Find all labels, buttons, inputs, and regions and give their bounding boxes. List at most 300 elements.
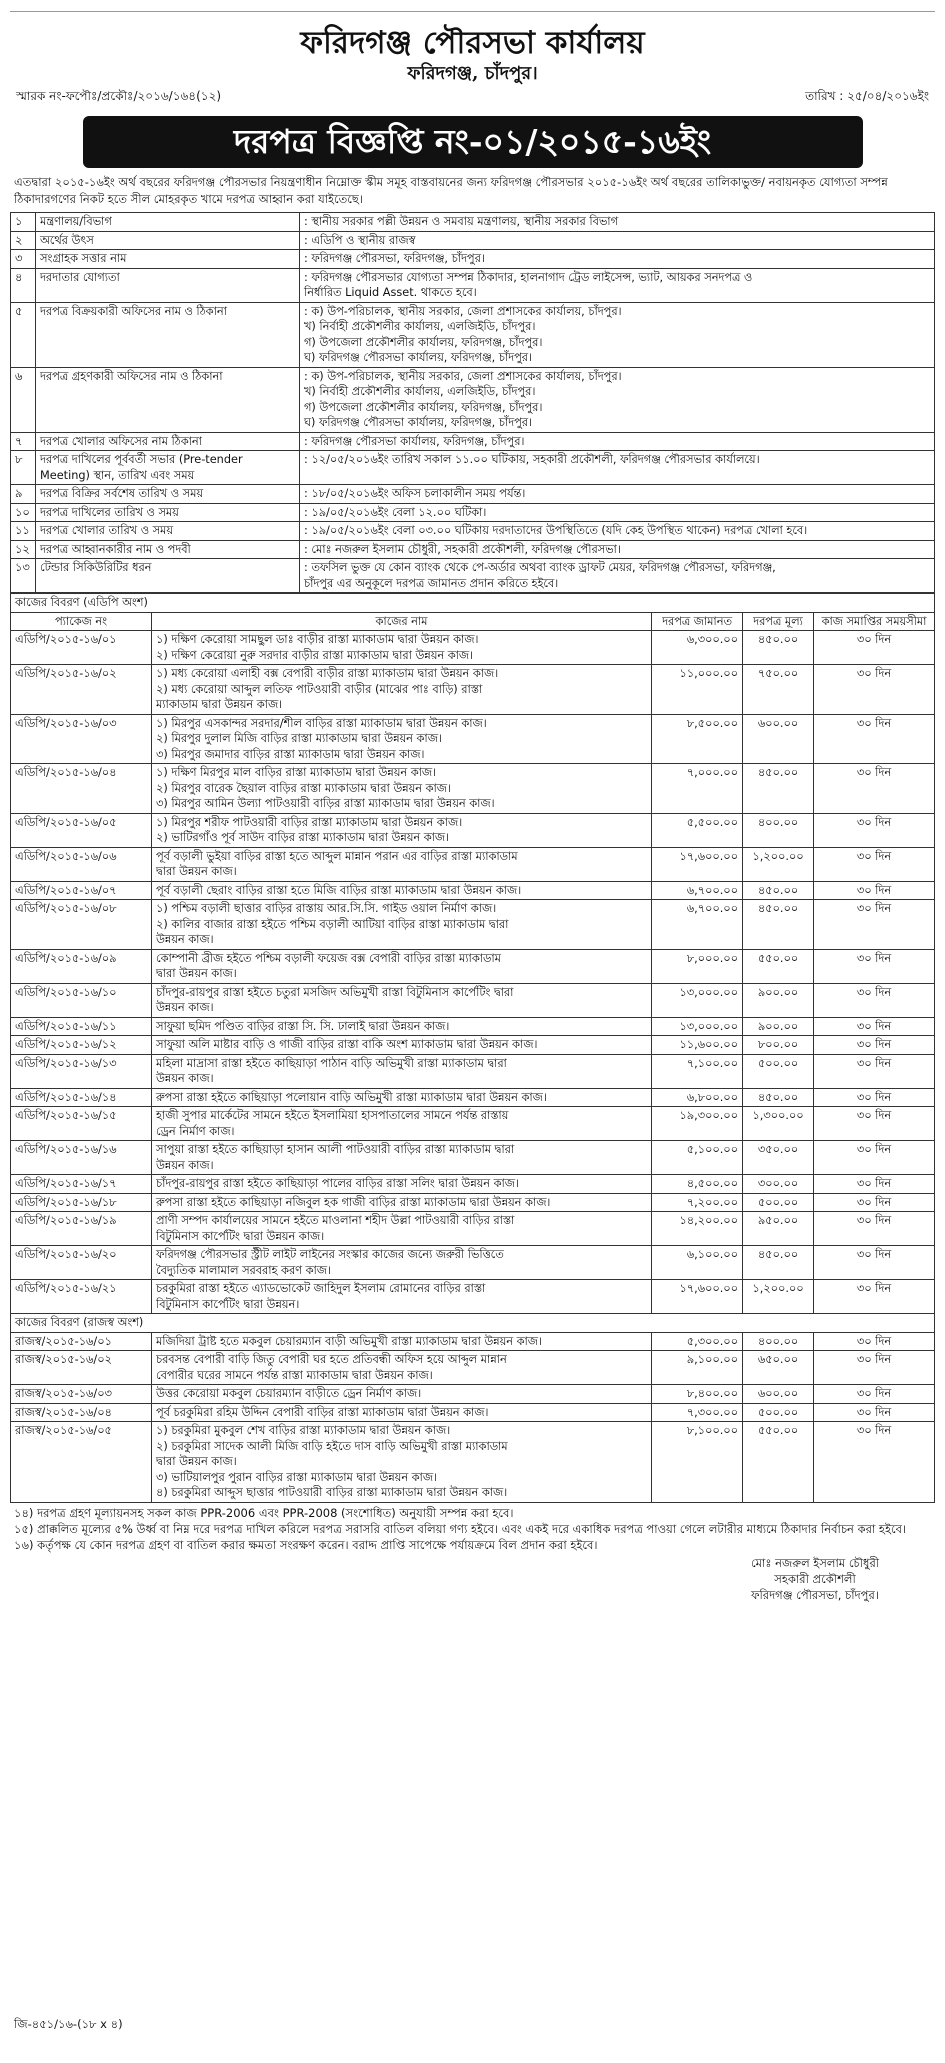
info-value-line: : ফরিদগঞ্জ পৌরসভা, ফরিদগঞ্জ, চাঁদপুর। <box>304 252 485 265</box>
completion-time: ৩০ দিন <box>814 1088 935 1107</box>
tender-security: ৭,২০০.০০ <box>652 1193 743 1212</box>
tender-price: ১,২০০.০০ <box>743 847 814 881</box>
info-number: ৭ <box>11 432 36 451</box>
info-value <box>300 503 935 522</box>
package-number: এডিপি/২০১৫-১৬/০১ <box>11 631 152 665</box>
work-name-line: দ্বারা উন্নয়ন কাজ। <box>156 865 237 878</box>
work-name-line: দ্বারা উন্নয়ন কাজ। <box>156 1455 237 1468</box>
work-row <box>11 631 935 665</box>
work-name-line: ২) কালির বাজার রাস্তা হইতে পশ্চিম বড়ালী আটিয়া বাড়ির রাস্তা ম্যাকাডাম দ্বারা <box>156 917 509 931</box>
work-name-line: ৪) চরকুমিরা আব্দুস ছাত্তার পাটওয়ারী বাড়ির রাস্তা ম্যাকাডাম দ্বারা উন্নয়ন কাজ। <box>156 1486 508 1499</box>
tender-security: ৪,৫০০.০০ <box>652 1175 743 1194</box>
work-name <box>152 714 652 764</box>
info-value <box>300 432 935 451</box>
info-value-line: গ) উপজেলা প্রকৌশলীর কার্যালয়, ফরিদগঞ্জ, চাঁদপুর। <box>304 335 543 349</box>
work-name <box>152 1280 652 1314</box>
work-name-line: চাঁদপুর-রায়পুর রাস্তা হইতে চতুরা মসজিদ অভিমুখী রাস্তা বিটুমিনাস কার্পেটিং দ্বারা <box>156 985 514 999</box>
tender-security: ৭,১০০.০০ <box>652 1054 743 1088</box>
tender-price: ৫৫০.০০ <box>743 1422 814 1503</box>
completion-time: ৩০ দিন <box>814 1403 935 1422</box>
info-value-line: : ফরিদগঞ্জ পৌরসভা কার্যালয়, ফরিদগঞ্জ, চাঁদপুর। <box>304 434 525 448</box>
col-duration: কাজ সমাপ্তির সময়সীমা <box>814 612 935 631</box>
work-name-line: পূর্ব চরকুমিরা রহিম উদ্দিন বেপারী বাড়ির রাস্তা ম্যাকাডাম দ্বারা উন্নয়ন কাজ। <box>156 1405 489 1419</box>
work-name <box>152 813 652 847</box>
package-number: এডিপি/২০১৫-১৬/১১ <box>11 1017 152 1036</box>
work-name-line: প্রাণী সম্পদ কার্যালয়ের সামনে হইতে মাওলানা শহীদ উল্লা পাটওয়ারী বাড়ির রাস্তা <box>156 1214 515 1227</box>
package-number: এডিপি/২০১৫-১৬/১৬ <box>11 1141 152 1175</box>
info-label: দরপত্র দাখিলের তারিখ ও সময় <box>36 503 300 522</box>
completion-time: ৩০ দিন <box>814 1107 935 1141</box>
work-name-line: উন্নয়ন কাজ। <box>156 1158 214 1172</box>
info-value <box>300 231 935 250</box>
info-label: টেন্ডার সিকিউরিটির ধরন <box>36 559 300 593</box>
work-name-line: ২) দক্ষিণ কেরোয়া নুরু সরদার বাড়ীর রাস্তা ম্যাকাডাম দ্বারা উন্নয়ন কাজ। <box>156 648 474 662</box>
work-row <box>11 1332 935 1351</box>
tender-security: ৬,৭০০.০০ <box>652 881 743 900</box>
completion-time: ৩০ দিন <box>814 949 935 983</box>
info-value-line: : ফরিদগঞ্জ পৌরসভার যোগ্যতা সম্পন্ন ঠিকাদার, হালনাগাদ ট্রেড লাইসেন্স, ভ্যাট, আয়কর সনদপত্র ও <box>304 270 753 284</box>
tender-price: ৪০০.০০ <box>743 1332 814 1351</box>
revenue-section-title: কাজের বিবরণ (রাজস্ব অংশ) <box>11 1314 935 1333</box>
col-price: দরপত্র মূল্য <box>743 612 814 631</box>
tender-info-table <box>10 212 935 593</box>
tender-price: ৫০০.০০ <box>743 1403 814 1422</box>
tender-price: ৯০০.০০ <box>743 1017 814 1036</box>
memo-number: স্মারক নং-ফপৌঃ/প্রকৌঃ/২০১৬/১৬৪(১২) <box>16 89 222 103</box>
tender-security: ৯,১০০.০০ <box>652 1351 743 1385</box>
info-number: ১১ <box>11 522 36 541</box>
tender-price: ১,৩০০.০০ <box>743 1107 814 1141</box>
work-name-line: সাপুয়া রাস্তা হইতে কাছিয়াড়া হাসান আলী পাটওয়ারী বাড়ির রাস্তা ম্যাকাডাম দ্বারা <box>156 1143 515 1156</box>
completion-time: ৩০ দিন <box>814 1017 935 1036</box>
office-subtitle: ফরিদগঞ্জ, চাঁদপুর। <box>407 63 538 84</box>
info-value-line: ঘ) ফরিদগঞ্জ পৌরসভা কার্যালয়, ফরিদগঞ্জ, চাঁদপুর। <box>304 351 533 364</box>
package-number: এডিপি/২০১৫-১৬/০৮ <box>11 900 152 950</box>
col-security: দরপত্র জামানত <box>652 612 743 631</box>
completion-time: ৩০ দিন <box>814 900 935 950</box>
completion-time: ৩০ দিন <box>814 1351 935 1385</box>
work-row <box>11 665 935 715</box>
info-value-line: খ) নির্বাহী প্রকৌশলীর কার্যালয়, এলজিইডি, চাঁদপুর। <box>304 320 536 333</box>
tender-security: ৭,০০০.০০ <box>652 764 743 814</box>
package-number: এডিপি/২০১৫-১৬/০৫ <box>11 813 152 847</box>
work-name-line: বৈদ্যুতিক মালামাল সরবরাহ করণ কাজ। <box>156 1263 331 1277</box>
work-name <box>152 983 652 1017</box>
work-name-line: ২) মিরপুর বারেক ছৈয়াল বাড়ির রাস্তা ম্যাকাডাম দ্বারা উন্নয়ন কাজ। <box>156 781 451 795</box>
work-name-line: মহিলা মাদ্রাসা রাস্তা হইতে কাছিয়াড়া পাঠান বাড়ি অভিমুখী রাস্তা ম্যাকাডাম দ্বারা <box>156 1056 507 1070</box>
work-name-line: ১) দক্ষিণ কেরোয়া সামছুল ডাঃ বাড়ীর রাস্তা ম্যাকাডাম দ্বারা উন্নয়ন কাজ। <box>156 633 479 646</box>
info-value-line: : ১৮/০৫/২০১৬ইং অফিস চলাকালীন সময় পর্যন্ত। <box>304 487 526 500</box>
info-number: ৬ <box>11 367 36 432</box>
package-number: এডিপি/২০১৫-১৬/১৪ <box>11 1088 152 1107</box>
notice-banner: দরপত্র বিজ্ঞপ্তি নং-০১/২০১৫-১৬ইং <box>83 116 863 168</box>
work-name-line: ২) মিরপুর দুলাল মিজি বাড়ির রাস্তা ম্যাকাডাম দ্বারা উন্নয়ন কাজ। <box>156 732 442 745</box>
footnote: ১৫) প্রাক্কলিত মূল্যের ৫% উর্ধ্ব বা নিম্ন দরে দরপত্র দাখিল করিলে দরপত্র সরাসরি বাতিল বলিয়া গণ্য হইবে। এবং একই দরে একাধিক দরপত্র পাওয়া গেলে লটারীর মাধ্যমে ঠিকাদার নির্বাচন করা হইবে। <box>14 1521 907 1536</box>
package-number: এডিপি/২০১৫-১৬/১০ <box>11 983 152 1017</box>
tender-price: ৬০০.০০ <box>743 1385 814 1404</box>
tender-notice-page <box>10 5 935 2053</box>
package-number: এডিপি/২০১৫-১৬/০৯ <box>11 949 152 983</box>
package-number: রাজস্ব/২০১৫-১৬/০৪ <box>11 1403 152 1422</box>
work-name <box>152 665 652 715</box>
info-label: অর্থের উৎস <box>36 231 300 250</box>
work-name <box>152 881 652 900</box>
work-name-line: দ্বারা উন্নয়ন কাজ। <box>156 967 237 980</box>
package-number: রাজস্ব/২০১৫-১৬/০২ <box>11 1351 152 1385</box>
top-cut-edge <box>10 5 935 12</box>
print-code: জি-৪৫১/১৬-(১৮ x ৪) <box>14 2017 123 2031</box>
tender-price: ৪৫০.০০ <box>743 1088 814 1107</box>
info-row <box>11 485 935 504</box>
work-name-line: চরকুমিরা রাস্তা হইতে এ্যাডভোকেট জাহিদুল ইসলাম রোমানের বাড়ির রাস্তা <box>156 1282 486 1295</box>
package-number: এডিপি/২০১৫-১৬/০৩ <box>11 714 152 764</box>
tender-security: ১১,৬০০.০০ <box>652 1036 743 1055</box>
work-row <box>11 1175 935 1194</box>
signatory-office: ফরিদগঞ্জ পৌরসভা, চাঁদপুর। <box>751 1587 879 1602</box>
adp-section-row <box>11 594 935 613</box>
info-number: ২ <box>11 231 36 250</box>
tender-security: ৮,৫০০.০০ <box>652 714 743 764</box>
work-name-line: উত্তর কেরোয়া মকবুল চেয়ারম্যান বাড়ীতে ড্রেন নির্মাণ কাজ। <box>156 1387 422 1400</box>
work-name <box>152 1054 652 1088</box>
work-row <box>11 900 935 950</box>
info-row <box>11 432 935 451</box>
info-value <box>300 213 935 232</box>
signature-block <box>10 1555 935 1603</box>
work-name-line: সাফুয়া ছমিদ পণ্ডিত বাড়ির রাস্তা সি. সি. ঢালাই দ্বারা উন্নয়ন কাজ। <box>156 1019 450 1033</box>
info-value <box>300 522 935 541</box>
work-name-line: উন্নয়ন কাজ। <box>156 933 214 946</box>
tender-security: ৬,৩০০.০০ <box>652 631 743 665</box>
info-value <box>300 559 935 593</box>
work-row <box>11 1141 935 1175</box>
work-table <box>10 593 935 1503</box>
tender-security: ৬,১০০.০০ <box>652 1246 743 1280</box>
tender-price: ৪৫০.০০ <box>743 631 814 665</box>
info-value-line: নির্ধারিত Liquid Asset. থাকতে হবে। <box>304 286 477 299</box>
completion-time: ৩০ দিন <box>814 1036 935 1055</box>
adp-section-title: কাজের বিবরণ (এডিপি অংশ) <box>11 594 935 613</box>
info-value <box>300 451 935 485</box>
work-name-line: রুপসা রাস্তা হইতে কাছিয়াড়া নজিবুল হক গাজী বাড়ির রাস্তা ম্যাকাডাম দ্বারা উন্নয়ন কাজ। <box>156 1195 551 1209</box>
info-row <box>11 522 935 541</box>
tender-price: ৫০০.০০ <box>743 1193 814 1212</box>
work-row <box>11 881 935 900</box>
package-number: রাজস্ব/২০১৫-১৬/০৩ <box>11 1385 152 1404</box>
work-name <box>152 1246 652 1280</box>
completion-time: ৩০ দিন <box>814 1246 935 1280</box>
footnote: ১৪) দরপত্র গ্রহণ মূল্যায়নসহ সকল কাজ PPR-2006 এবং PPR-2008 (সংশোধিত) অনুযায়ী সম্পন্ন করা হবে। <box>14 1505 514 1520</box>
info-row <box>11 503 935 522</box>
completion-time: ৩০ দিন <box>814 714 935 764</box>
info-number: ১২ <box>11 540 36 559</box>
info-label: দরদাতার যোগ্যতা <box>36 268 300 302</box>
work-name <box>152 1193 652 1212</box>
work-row <box>11 1351 935 1385</box>
tender-price: ৫০০.০০ <box>743 1054 814 1088</box>
info-number: ৪ <box>11 268 36 302</box>
info-value <box>300 485 935 504</box>
info-number: ৫ <box>11 302 36 367</box>
revenue-section-row <box>11 1314 935 1333</box>
info-value-line: : স্থানীয় সরকার পল্লী উন্নয়ন ও সমবায় মন্ত্রণালয়, স্থানীয় সরকার বিভাগ <box>304 215 618 228</box>
work-name-line: ৩) মিরপুর জমাদার বাড়ির রাস্তা ম্যাকাডাম দ্বারা উন্নয়ন কাজ। <box>156 747 425 761</box>
work-row <box>11 1403 935 1422</box>
info-label: দরপত্র খোলার অফিসের নাম ঠিকানা <box>36 432 300 451</box>
work-name <box>152 1422 652 1503</box>
footnote: ১৬) কর্তৃপক্ষ যে কোন দরপত্র গ্রহণ বা বাতিল করার ক্ষমতা সংরক্ষণ করেন। বরাদ্দ প্রাপ্তি সাপেক্ষে পর্যায়ক্রমে বিল প্রদান করা হইবে। <box>14 1537 598 1552</box>
work-name-line: ২) চরকুমিরা সাদেক আলী মিজি বাড়ি হইতে দাস বাড়ি অভিমুখী রাস্তা ম্যাকাডাম <box>156 1439 508 1453</box>
tender-price: ৪৫০.০০ <box>743 764 814 814</box>
work-name <box>152 1385 652 1404</box>
package-number: এডিপি/২০১৫-১৬/১৯ <box>11 1212 152 1246</box>
work-row <box>11 1107 935 1141</box>
completion-time: ৩০ দিন <box>814 1141 935 1175</box>
info-row <box>11 231 935 250</box>
work-name-line: উন্নয়ন কাজ। <box>156 1001 214 1014</box>
work-row <box>11 1088 935 1107</box>
package-number: এডিপি/২০১৫-১৬/০৪ <box>11 764 152 814</box>
package-number: এডিপি/২০১৫-১৬/২১ <box>11 1280 152 1314</box>
tender-price: ৬০০.০০ <box>743 714 814 764</box>
info-number: ১৩ <box>11 559 36 593</box>
work-name-line: পূর্ব বড়ালী ছেরাং বাড়ির রাস্তা হতে মিজি বাড়ির রাস্তা ম্যাকাডাম দ্বারা উন্নয়ন কাজ। <box>156 883 522 897</box>
tender-security: ৮,১০০.০০ <box>652 1422 743 1503</box>
work-name <box>152 1036 652 1055</box>
work-name-line: ১) মধ্য কেরোয়া এলাহী বক্স বেপারী বাড়ীর রাস্তা ম্যাকাডাম দ্বারা উন্নয়ন কাজ। <box>156 667 499 680</box>
office-title: ফরিদগঞ্জ পৌরসভা কার্যালয় <box>300 25 645 61</box>
work-row <box>11 1054 935 1088</box>
package-number: এডিপি/২০১৫-১৬/০৭ <box>11 881 152 900</box>
info-label: দরপত্র গ্রহণকারী অফিসের নাম ও ঠিকানা <box>36 367 300 432</box>
info-value <box>300 250 935 269</box>
completion-time: ৩০ দিন <box>814 631 935 665</box>
package-number: এডিপি/২০১৫-১৬/১৮ <box>11 1193 152 1212</box>
info-number: ৮ <box>11 451 36 485</box>
tender-security: ১৩,০০০.০০ <box>652 1017 743 1036</box>
work-row <box>11 1212 935 1246</box>
completion-time: ৩০ দিন <box>814 983 935 1017</box>
tender-security: ১৩,০০০.০০ <box>652 983 743 1017</box>
signatory-title: সহকারী প্রকৌশলী <box>774 1571 856 1586</box>
info-value <box>300 302 935 367</box>
info-row <box>11 451 935 485</box>
package-number: এডিপি/২০১৫-১৬/০৬ <box>11 847 152 881</box>
completion-time: ৩০ দিন <box>814 847 935 881</box>
work-name <box>152 900 652 950</box>
work-name <box>152 1212 652 1246</box>
completion-time: ৩০ দিন <box>814 881 935 900</box>
info-label: দরপত্র খোলার তারিখ ও সময় <box>36 522 300 541</box>
tender-price: ৮০০.০০ <box>743 1036 814 1055</box>
work-name-line: ২) মধ্য কেরোয়া আব্দুল লতিফ পাটওয়ারী বাড়ীর (মাঝের পাঃ বাড়ি) রাস্তা <box>156 682 483 696</box>
tender-security: ৭,৩০০.০০ <box>652 1403 743 1422</box>
tender-security: ১৪,২০০.০০ <box>652 1212 743 1246</box>
work-name-line: ৩) ভাটিয়ালপুর পুরান বাড়ির রাস্তা ম্যাকাডাম দ্বারা উন্নয়ন কাজ। <box>156 1470 437 1484</box>
intro-paragraph: এতদ্বারা ২০১৫-১৬ইং অর্থ বছরের ফরিদগঞ্জ পৌরসভার নিয়ন্ত্রণাধীন নিম্নোক্ত স্কীম সমূহ বাস্তবায়নের জন্য ফরিদগঞ্জ পৌরসভার ২০১৫-১৬ইং অর্থ বছরের তালিকাভুক্ত/ নবায়নকৃত যোগ্যতা সম্পন্ন ঠিকাদারগণের নিকট হতে সীল মোহরকৃত খামে দরপত্র আহ্বান করা যাইতেছে। <box>14 175 888 206</box>
tender-price: ৯০০.০০ <box>743 983 814 1017</box>
work-name-line: পূর্ব বড়ালী ভুইয়া বাড়ির রাস্তা হতে আব্দুল মান্নান পরান এর বাড়ির রাস্তা ম্যাকাডাম <box>156 849 518 863</box>
info-value <box>300 268 935 302</box>
work-name-line: বিটুমিনাস কার্পেটিং দ্বারা উন্নয়ন কাজ। <box>156 1229 325 1243</box>
work-name-line: হাজী সুপার মার্কেটের সামনে হইতে ইসলামিয়া হাসপাতালের সামনে পর্যন্ত রাস্তায় <box>156 1109 509 1122</box>
tender-security: ৫,১০০.০০ <box>652 1141 743 1175</box>
info-value-line: : ১২/০৫/২০১৬ইং তারিখ সকাল ১১.০০ ঘটিকায়, সহকারী প্রকৌশলী, ফরিদগঞ্জ পৌরসভার কার্যালয়ে। <box>304 453 760 466</box>
tender-security: ১৭,৬০০.০০ <box>652 847 743 881</box>
tender-price: ৪৫০.০০ <box>743 881 814 900</box>
work-name <box>152 1107 652 1141</box>
info-row <box>11 213 935 232</box>
info-value-line: : এডিপি ও স্থানীয় রাজস্ব <box>304 233 416 247</box>
work-row <box>11 1422 935 1503</box>
work-name <box>152 1175 652 1194</box>
info-value-line: : ক) উপ-পরিচালক, স্থানীয় সরকার, জেলা প্রশাসকের কার্যালয়, চাঁদপুর। <box>304 369 622 383</box>
package-number: এডিপি/২০১৫-১৬/১৭ <box>11 1175 152 1194</box>
package-number: রাজস্ব/২০১৫-১৬/০১ <box>11 1332 152 1351</box>
info-value-line: ঘ) ফরিদগঞ্জ পৌরসভা কার্যালয়, ফরিদগঞ্জ, চাঁদপুর। <box>304 416 533 429</box>
tender-security: ৬,৮০০.০০ <box>652 1088 743 1107</box>
work-name-line: বেপারীর ঘরের সামনে পর্যন্ত রাস্তা ম্যাকাডাম দ্বারা উন্নয়ন কাজ। <box>156 1368 433 1382</box>
info-value-line: : তফসিল ভুক্ত যে কোন ব্যাংক থেকে পে-অর্ডার অথবা ব্যাংক ড্রাফট মেয়র, ফরিদগঞ্জ পৌরসভা, ফরিদগঞ্জ, <box>304 561 776 574</box>
work-row <box>11 764 935 814</box>
tender-price: ৩৫০.০০ <box>743 1141 814 1175</box>
completion-time: ৩০ দিন <box>814 764 935 814</box>
work-name-line: ফরিদগঞ্জ পৌরসভার স্ট্রীট লাইট লাইনের সংস্কার কাজের জন্যে জরুরী ভিত্তিতে <box>156 1248 504 1261</box>
tender-price: ৪০০.০০ <box>743 813 814 847</box>
footnotes <box>10 1503 935 1555</box>
notice-date: তারিখ : ২৫/০৪/২০১৬ইং <box>805 89 929 103</box>
work-name-line: ১) দক্ষিণ মিরপুর মাল বাড়ির রাস্তা ম্যাকাডাম দ্বারা উন্নয়ন কাজ। <box>156 766 437 779</box>
work-name-line: চরবসন্ত বেপারী বাড়ি জিতু বেপারী ঘর হতে প্রতিবন্ধী অফিস হয়ে আব্দুল মান্নান <box>156 1353 507 1366</box>
work-row <box>11 1036 935 1055</box>
work-name-line: বিটুমিনাস কার্পেটিং দ্বারা উন্নয়ন। <box>156 1297 300 1311</box>
tender-security: ৮,৪০০.০০ <box>652 1385 743 1404</box>
signatory-name: মোঃ নজরুল ইসলাম চৌধুরী <box>750 1555 880 1570</box>
completion-time: ৩০ দিন <box>814 665 935 715</box>
work-row <box>11 1246 935 1280</box>
work-name-line: মজিদিয়া ট্রাষ্ট হতে মকবুল চেয়ারম্যান বাড়ী অভিমুখী রাস্তা ম্যাকাডাম দ্বারা উন্নয়ন কাজ। <box>156 1334 542 1348</box>
col-work: কাজের নাম <box>152 612 652 631</box>
tender-security: ৫,৫০০.০০ <box>652 813 743 847</box>
work-name-line: উন্নয়ন কাজ। <box>156 1072 214 1085</box>
work-name-line: ১) পশ্চিম বড়ালী ছাত্তার বাড়ির রাস্তায় আর.সি.সি. গাইড ওয়াল নির্মাণ কাজ। <box>156 902 497 915</box>
package-number: এডিপি/২০১৫-১৬/০২ <box>11 665 152 715</box>
info-label: দরপত্র আহ্বানকারীর নাম ও পদবী <box>36 540 300 559</box>
info-row <box>11 268 935 302</box>
tender-price: ৫৫০.০০ <box>743 949 814 983</box>
info-label: দরপত্র দাখিলের পূর্ববর্তী সভার (Pre-tender Meeting) স্থান, তারিখ এবং সময় <box>36 451 300 485</box>
info-value-line: : মোঃ নজরুল ইসলাম চৌধুরী, সহকারী প্রকৌশলী, ফরিদগঞ্জ পৌরসভা। <box>304 542 621 556</box>
work-row <box>11 813 935 847</box>
work-row <box>11 1193 935 1212</box>
work-name <box>152 847 652 881</box>
tender-price: ৪৫০.০০ <box>743 1246 814 1280</box>
tender-price: ৪৫০.০০ <box>743 900 814 950</box>
completion-time: ৩০ দিন <box>814 1212 935 1246</box>
work-table-header <box>11 612 935 631</box>
work-name-line: ম্যাকাডাম দ্বারা উন্নয়ন কাজ। <box>156 698 283 711</box>
work-name-line: রুপসা রাস্তা হইতে কাছিয়াড়া পলোয়ান বাড়ি অভিমুখী রাস্তা ম্যাকাডাম দ্বারা উন্নয়ন কাজ। <box>156 1090 547 1104</box>
work-name-line: ১) মিরপুর এসকান্দর সরদার/শীল বাড়ির রাস্তা ম্যাকাডাম দ্বারা উন্নয়ন কাজ। <box>156 716 487 730</box>
info-label: দরপত্র বিক্রির সর্বশেষ তারিখ ও সময় <box>36 485 300 504</box>
work-row <box>11 714 935 764</box>
tender-price: ৩০০.০০ <box>743 1175 814 1194</box>
tender-price: ৯৫০.০০ <box>743 1212 814 1246</box>
info-row <box>11 250 935 269</box>
completion-time: ৩০ দিন <box>814 813 935 847</box>
work-row <box>11 1017 935 1036</box>
work-name <box>152 1351 652 1385</box>
completion-time: ৩০ দিন <box>814 1280 935 1314</box>
info-value <box>300 367 935 432</box>
tender-security: ১৯,৩০০.০০ <box>652 1107 743 1141</box>
work-name <box>152 764 652 814</box>
work-name <box>152 631 652 665</box>
package-number: এডিপি/২০১৫-১৬/১৫ <box>11 1107 152 1141</box>
info-label: মন্ত্রণালয়/বিভাগ <box>36 213 300 232</box>
completion-time: ৩০ দিন <box>814 1332 935 1351</box>
work-row <box>11 1280 935 1314</box>
info-value-line: চাঁদপুর এর অনুকূলে দরপত্র জামানত প্রদান করিতে হইবে। <box>304 576 559 590</box>
work-name <box>152 949 652 983</box>
tender-security: ৫,৩০০.০০ <box>652 1332 743 1351</box>
info-row <box>11 302 935 367</box>
info-number: ৩ <box>11 250 36 269</box>
work-name-line: চাঁদপুর-রায়পুর রাস্তা হইতে কাছিয়াড়া পালের বাড়ির রাস্তা সলিং দ্বারা উন্নয়ন কাজ। <box>156 1177 519 1190</box>
completion-time: ৩০ দিন <box>814 1054 935 1088</box>
completion-time: ৩০ দিন <box>814 1193 935 1212</box>
work-name-line: সাফুয়া অলি মাষ্টার বাড়ি ও গাজী বাড়ির রাস্তা বাকি অংশ ম্যাকাডাম দ্বারা উন্নয়ন কাজ। <box>156 1038 538 1051</box>
info-value-line: খ) নির্বাহী প্রকৌশলীর কার্যালয়, এলজিইডি, চাঁদপুর। <box>304 385 536 398</box>
info-number: ১০ <box>11 503 36 522</box>
tender-price: ৭৫০.০০ <box>743 665 814 715</box>
info-value <box>300 540 935 559</box>
info-row <box>11 540 935 559</box>
info-number: ৯ <box>11 485 36 504</box>
package-number: রাজস্ব/২০১৫-১৬/০৫ <box>11 1422 152 1503</box>
work-name-line: ৩) মিরপুর আমিন উল্যা পাটওয়ারী বাড়ির রাস্তা ম্যাকাডাম দ্বারা উন্নয়ন কাজ। <box>156 797 495 810</box>
work-name <box>152 1017 652 1036</box>
work-name-line: ২) ভাটিরগাঁও পূর্ব সাউদ বাড়ির রাস্তা ম্যাকাডাম দ্বারা উন্নয়ন কাজ। <box>156 831 450 844</box>
work-row <box>11 1385 935 1404</box>
work-name <box>152 1141 652 1175</box>
info-label: সংগ্রাহক সত্তার নাম <box>36 250 300 269</box>
work-name-line: কোম্পানী ব্রীজ হইতে পশ্চিম বড়ালী ফয়েজ বক্স বেপারী বাড়ির রাস্তা ম্যাকাডাম <box>156 951 501 965</box>
info-number: ১ <box>11 213 36 232</box>
col-package: প্যাকেজ নং <box>11 612 152 631</box>
info-label: দরপত্র বিক্রয়কারী অফিসের নাম ও ঠিকানা <box>36 302 300 367</box>
info-row <box>11 367 935 432</box>
work-name-line: ১) মিরপুর শরীফ পাটওয়ারী বাড়ির রাস্তা ম্যাকাডাম দ্বারা উন্নয়ন কাজ। <box>156 815 463 829</box>
work-row <box>11 847 935 881</box>
work-name-line: ড্রেন নির্মাণ কাজ। <box>156 1124 235 1138</box>
work-name <box>152 1088 652 1107</box>
tender-security: ১৭,৬০০.০০ <box>652 1280 743 1314</box>
work-row <box>11 949 935 983</box>
info-value-line: : ক) উপ-পরিচালক, স্থানীয় সরকার, জেলা প্রশাসকের কার্যালয়, চাঁদপুর। <box>304 304 622 318</box>
info-value-line: : ১৯/০৫/২০১৬ইং বেলা ০৩.০০ ঘটিকায় দরদাতাদের উপস্থিতিতে (যদি কেহ উপস্থিত থাকেন) দরপত্র খোলা হবে। <box>304 524 808 537</box>
info-row <box>11 559 935 593</box>
tender-security: ৮,০০০.০০ <box>652 949 743 983</box>
info-value-line: গ) উপজেলা প্রকৌশলীর কার্যালয়, ফরিদগঞ্জ, চাঁদপুর। <box>304 400 543 414</box>
package-number: এডিপি/২০১৫-১৬/১৩ <box>11 1054 152 1088</box>
work-name <box>152 1403 652 1422</box>
tender-price: ১,২০০.০০ <box>743 1280 814 1314</box>
package-number: এডিপি/২০১৫-১৬/২০ <box>11 1246 152 1280</box>
tender-price: ৬৫০.০০ <box>743 1351 814 1385</box>
memo-row <box>10 88 935 108</box>
tender-security: ৬,৭০০.০০ <box>652 900 743 950</box>
